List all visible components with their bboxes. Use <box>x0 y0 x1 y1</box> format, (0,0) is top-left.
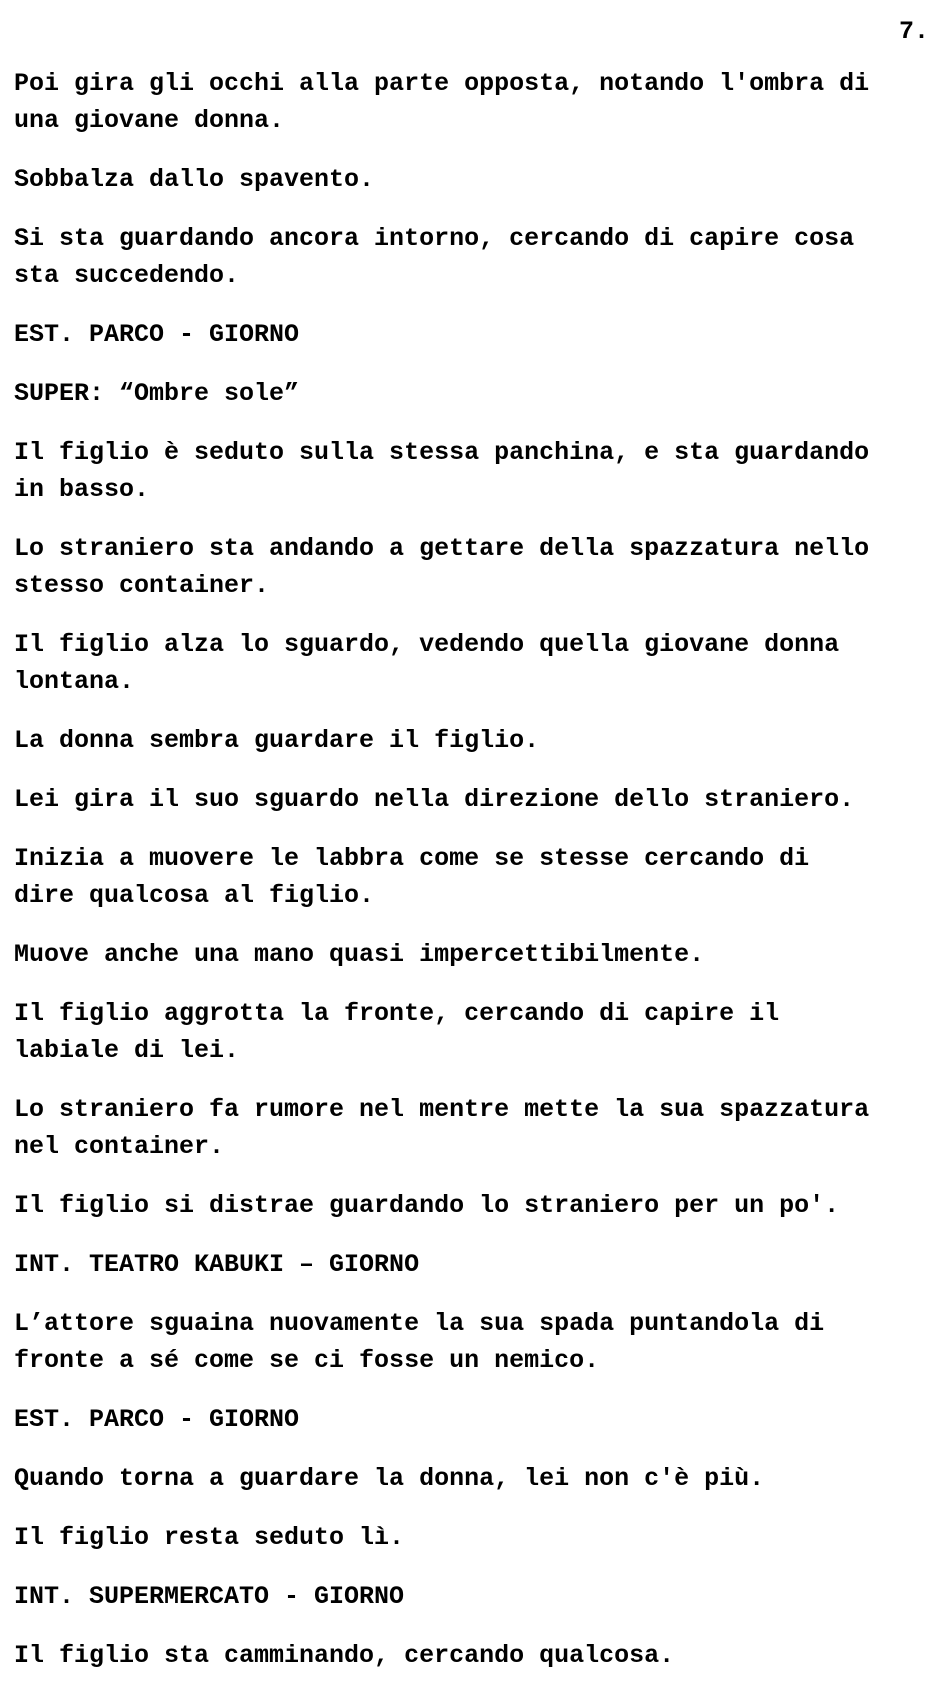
action-line: La donna sembra guardare il figlio. <box>14 726 540 755</box>
action-line: Il figlio sta camminando, cercando qualcosa. <box>14 1641 675 1670</box>
action-line: Sobbalza dallo spavento. <box>14 165 375 194</box>
scene-heading: INT. TEATRO KABUKI – GIORNO <box>14 1250 420 1279</box>
scene-heading: EST. PARCO - GIORNO <box>14 1405 300 1434</box>
action-line: SUPER: “Ombre sole” <box>14 379 300 408</box>
action-line: Il figlio si distrae guardando lo straniero per un po'. <box>14 1191 840 1220</box>
action-line: Quando torna a guardare la donna, lei non c'è più. <box>14 1464 765 1493</box>
action-line: Inizia a muovere le labbra come se stesse cercando di dire qualcosa al figlio. <box>14 844 810 910</box>
action-line: Lei gira il suo sguardo nella direzione dello straniero. <box>14 785 855 814</box>
action-line: Poi gira gli occhi alla parte opposta, notando l'ombra di una giovane donna. <box>14 69 870 135</box>
action-line: Il figlio aggrotta la fronte, cercando di capire il labiale di lei. <box>14 999 780 1065</box>
screenplay-content <box>14 65 914 1696</box>
action-line: Si sta guardando ancora intorno, cercando di capire cosa sta succedendo. <box>14 224 855 290</box>
page-number: 7. <box>898 17 929 46</box>
scene-heading: EST. PARCO - GIORNO <box>14 320 300 349</box>
scene-heading: INT. SUPERMERCATO - GIORNO <box>14 1582 405 1611</box>
action-line: Lo straniero sta andando a gettare della spazzatura nello stesso container. <box>14 534 870 600</box>
action-line: Muove anche una mano quasi impercettibilmente. <box>14 940 705 969</box>
action-line: L’attore sguaina nuovamente la sua spada puntandola di fronte a sé come se ci fosse un nemico. <box>14 1309 825 1375</box>
action-line: Il figlio resta seduto lì. <box>14 1523 405 1552</box>
action-line: Il figlio è seduto sulla stessa panchina, e sta guardando in basso. <box>14 438 870 504</box>
action-line: Lo straniero fa rumore nel mentre mette la sua spazzatura nel container. <box>14 1095 870 1161</box>
action-line: Il figlio alza lo sguardo, vedendo quella giovane donna lontana. <box>14 630 840 696</box>
